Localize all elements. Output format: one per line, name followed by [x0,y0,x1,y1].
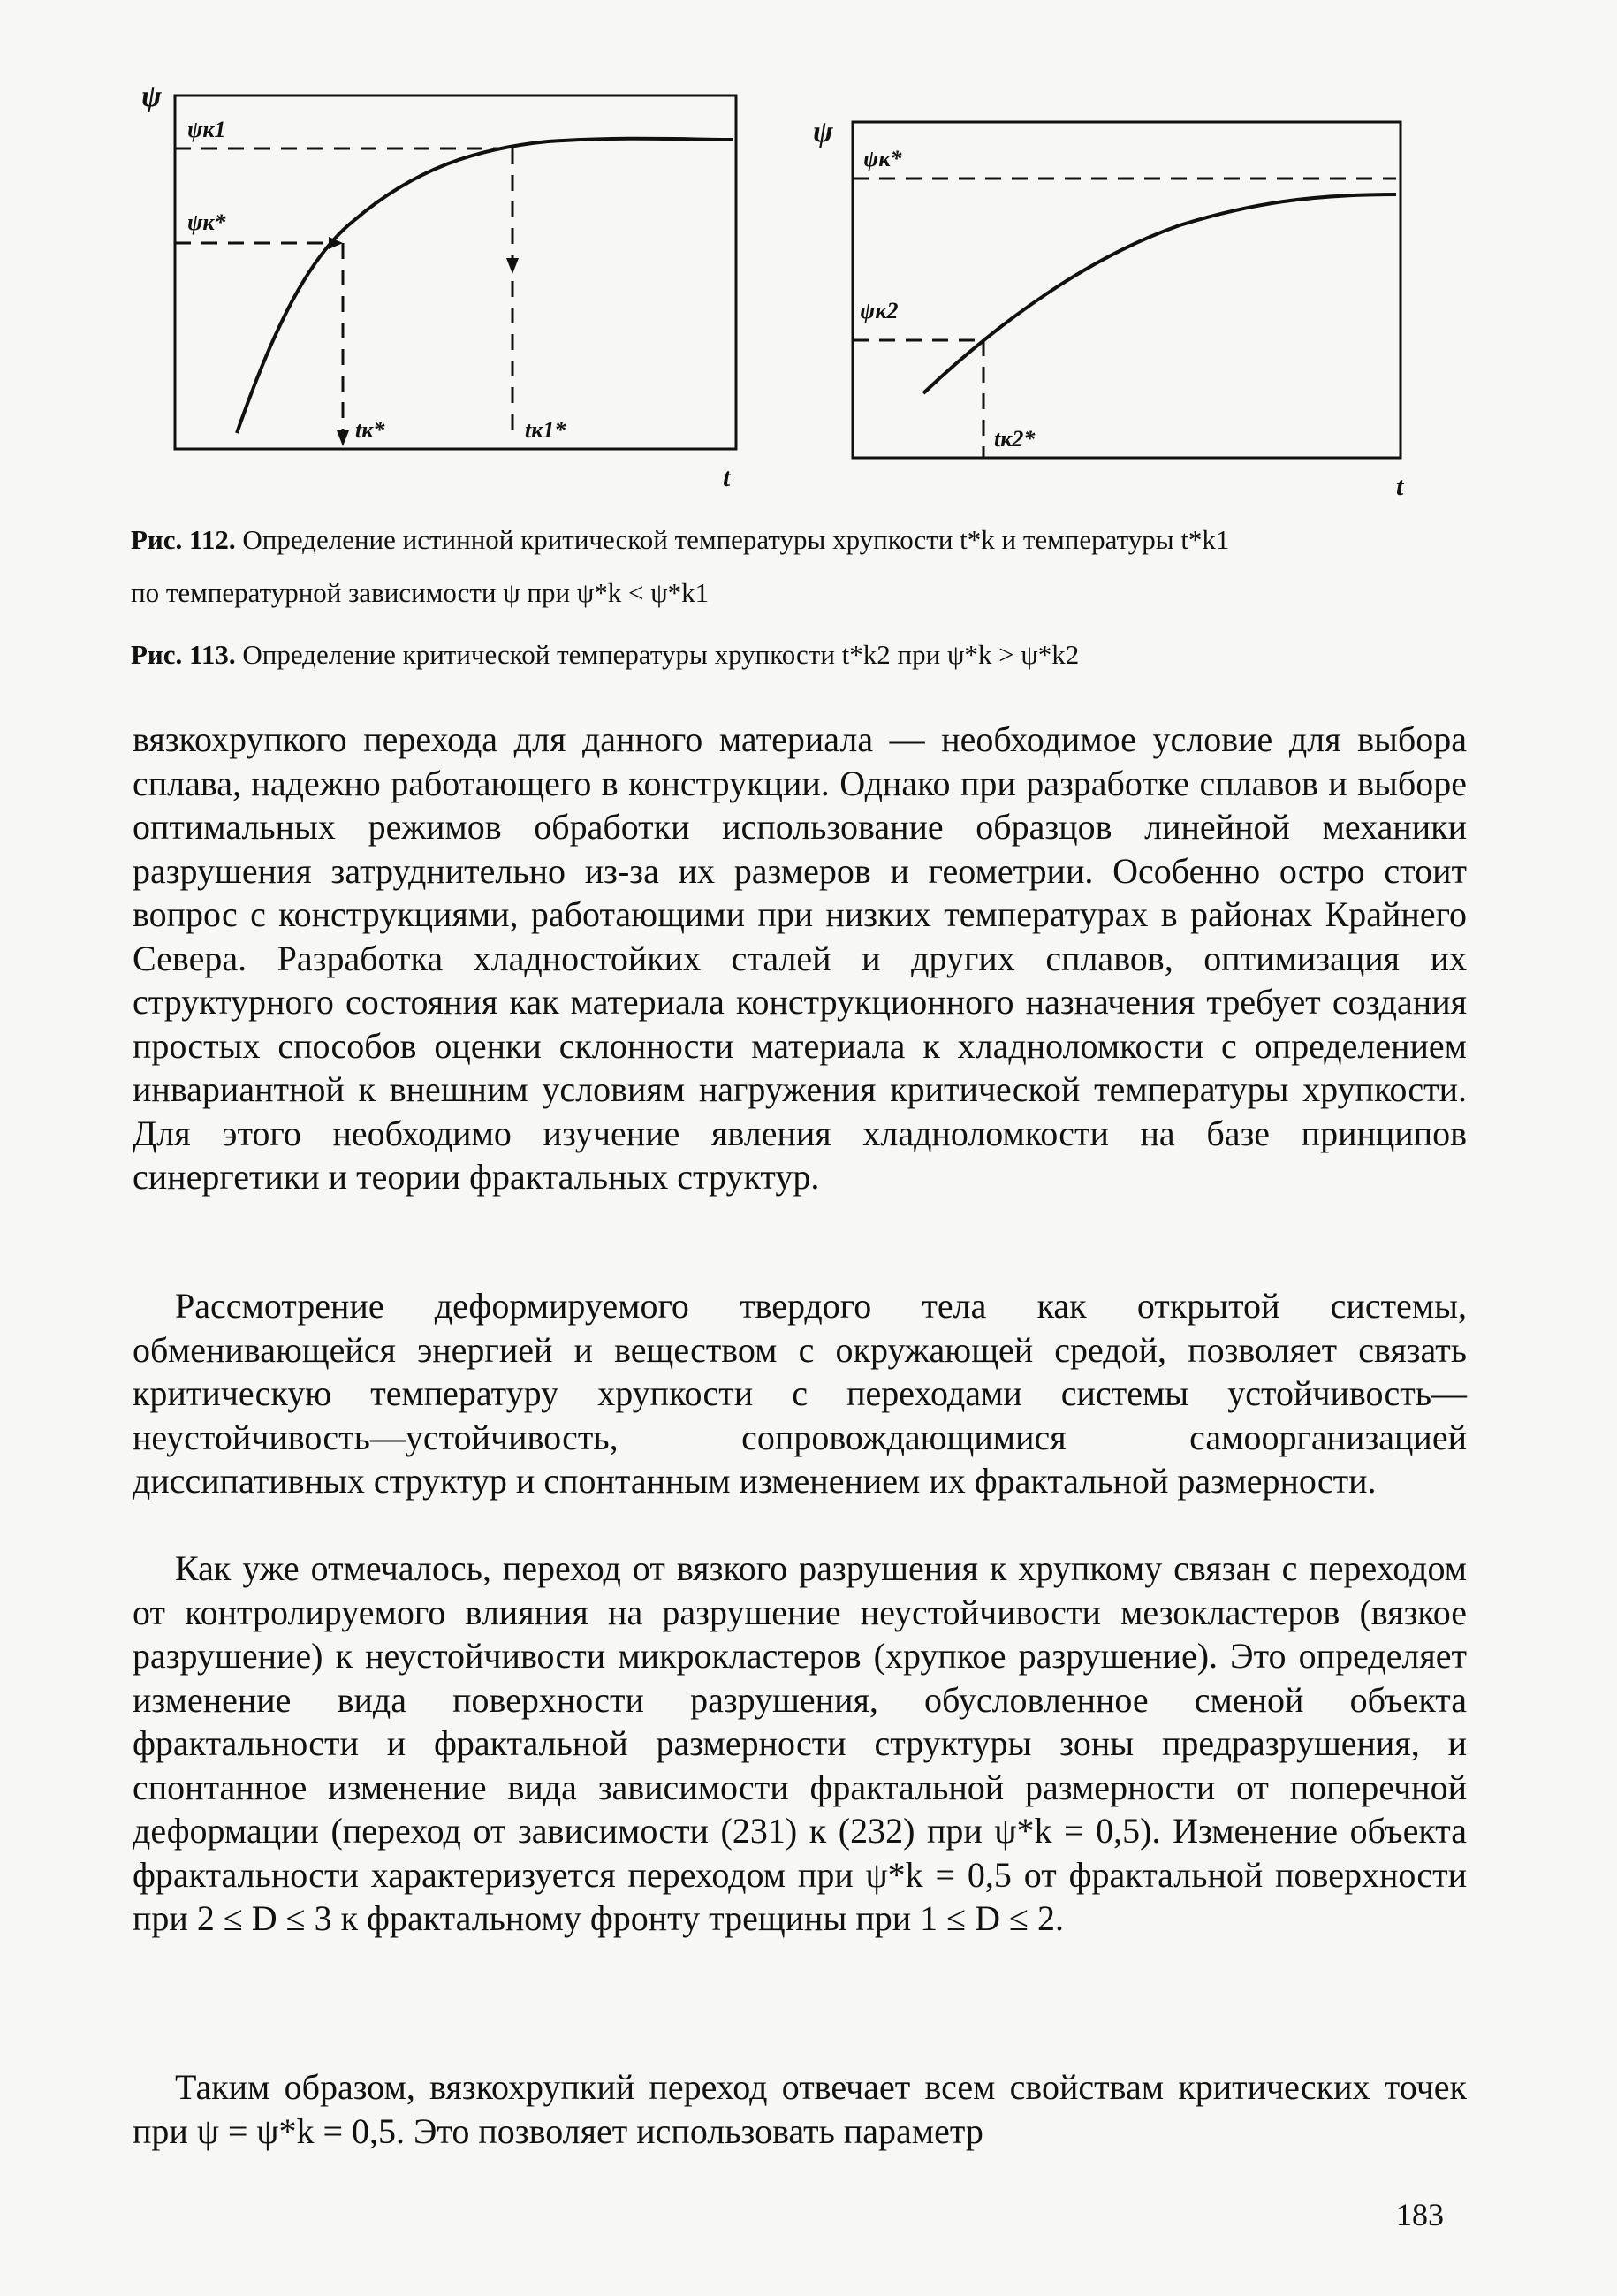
caption-fig112-cont [131,576,1474,611]
paragraph-3: Как уже отмечалось, переход от вязкого разрушения к хрупкому связан с переходом от контролируемого влияния на разрушение неустойчивости мезокластеров (вязкое разрушение) к неустойчивости микрокластеров (хрупкое разрушение). Это определяет изменение вида поверхности разрушения, обусловленное сменой объекта фрактальности и фрактальной размерности структуры зоны предразрушения, и спонтанное изменение вида зависимости фрактальной размерности от поперечной деформации (переход от зависимости (231) к (232) при ψ*k = 0,5). Изменение объекта фрактальности характеризуется переходом при ψ*k = 0,5 от фрактальной поверхности при 2 ≤ D ≤ 3 к фрактальному фронту трещины при 1 ≤ D ≤ 2. [133,1548,1467,1938]
paragraph-1: вязкохрупкого перехода для данного материала — необходимое условие для выбора сплава, надежно работающего в конструкции. Однако при разработке сплавов и выборе оптимальных режимов обработки использование образцов линейной механики разрушения затруднительно из-за их размеров и геометрии. Особенно остро стоит вопрос с конструкциями, работающими при низких температурах в районах Крайнего Севера. Разработка хладностойких сталей и других сплавов, оптимизация их структурного состояния как материала конструкционного назначения требует создания простых способов оценки склонности материала к хладноломкости с определением инвариантной к внешним условиям нагружения критической температуры хрупкости. Для этого необходимо изучение явления хладноломкости на базе принципов синергетики и теории фрактальных структур. [133,719,1467,1197]
fig113-y-label: ψ [813,116,833,148]
caption-fig113-text: Определение критической температуры хрупкости t*k2 при ψ*k > ψ*k2 [242,639,1080,670]
fig113-t-k2-star-label: tк2* [994,426,1036,452]
figure-112 [133,80,751,492]
fig113-curve [923,194,1396,393]
paragraph-4: Таким образом, вязкохрупкий переход отвечает всем свойствам критических точек при ψ = ψ*k = 0,5. Это позволяет использовать параметр [133,2067,1467,2151]
caption-fig112-line1: Определение истинной критической температуры хрупкости t*k и температуры t*k1 [242,524,1230,555]
fig112-arrow-down-1 [337,430,349,446]
paragraph-2: Рассмотрение деформируемого твердого тела как открытой системы, обменивающейся энергией и веществом с окружающей средой, позволяет связать критическую температуру хрупкости с переходами системы устойчивость—неустойчивость—устойчивость, сопровождающимися самоорганизацией диссипативных структур и спонтанным изменением их фрактальной размерности. [133,1286,1467,1501]
fig112-t-k1-star-label: tк1* [525,417,566,443]
caption-fig112-line2: по температурной зависимости ψ при ψ*k < ψ*k1 [131,577,710,608]
fig113-frame [853,122,1401,458]
fig112-y-label: ψ [141,80,162,113]
fig112-arrow-down-2 [506,258,519,274]
caption-fig113 [131,638,1474,673]
fig112-curve [237,139,733,433]
figure-113 [808,106,1445,501]
fig112-psi-k-star-label: ψк* [187,209,226,235]
fig113-psi-k2-label: ψк2 [860,298,899,323]
page-number: 183 [1396,2197,1444,2232]
fig113-x-label: t [1396,472,1404,501]
caption-fig112-label: Рис. 112. [131,524,236,555]
fig113-psi-k-star-label: ψк* [863,146,902,171]
fig112-x-label: t [723,463,731,492]
caption-fig112 [131,523,1474,558]
fig112-t-k-star-label: tк* [355,417,385,443]
fig112-psi-k1-label: ψк1 [187,117,226,142]
caption-fig113-label: Рис. 113. [131,639,236,670]
